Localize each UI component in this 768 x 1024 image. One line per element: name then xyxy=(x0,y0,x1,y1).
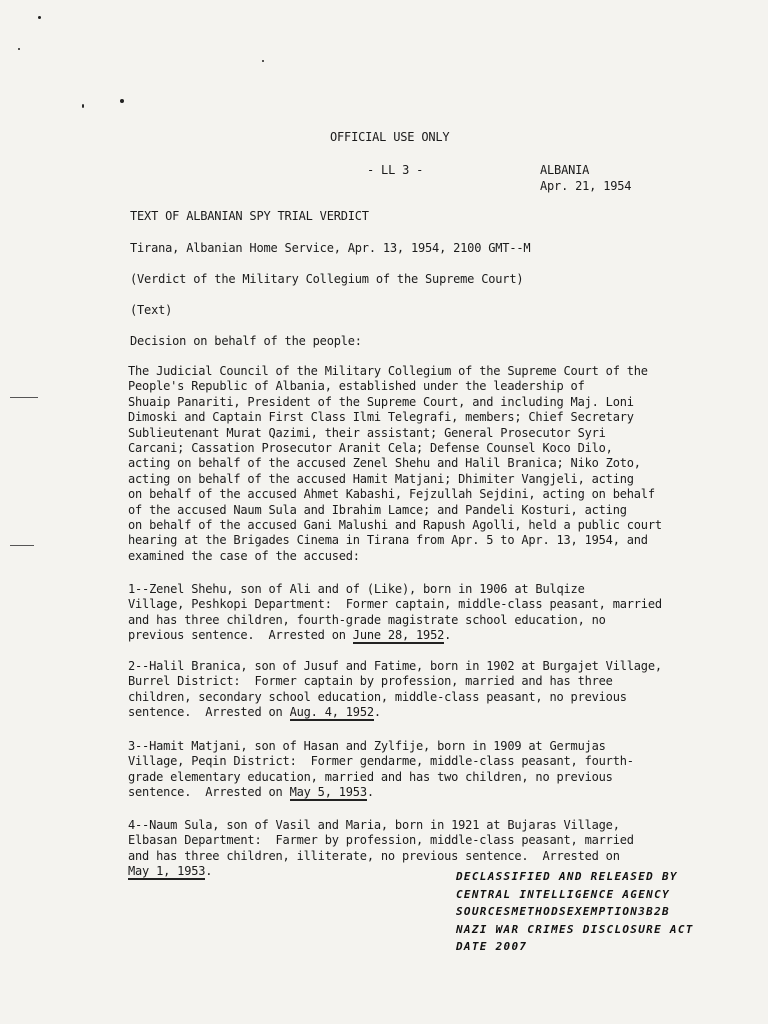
stamp-line: CENTRAL INTELLIGENCE AGENCY xyxy=(456,887,670,901)
accused-line: 3--Hamit Matjani, son of Hasan and Zylfije, born in 1909 at Germujas xyxy=(128,739,606,753)
scan-speck xyxy=(82,104,84,108)
accused-line: sentence. Arrested on xyxy=(128,705,290,720)
accused-line: sentence. Arrested on xyxy=(128,785,290,800)
intro-line: Carcani; Cassation Prosecutor Aranit Cela; Defense Counsel Koco Dilo, xyxy=(128,441,613,456)
page-number: - LL 3 - xyxy=(367,163,424,177)
scan-speck xyxy=(18,48,20,50)
intro-line: acting on behalf of the accused Hamit Matjani; Dhimiter Vangjeli, acting xyxy=(128,471,634,486)
accused-line: grade elementary education, married and has two children, no previous xyxy=(128,769,613,784)
accused-line: Village, Peshkopi Department: Former captain, middle-class peasant, married xyxy=(128,597,662,612)
source-line: Tirana, Albanian Home Service, Apr. 13, 1954, 2100 GMT--M xyxy=(130,241,531,255)
intro-paragraph xyxy=(128,364,708,564)
accused-line: 1--Zenel Shehu, son of Ali and of (Like), born in 1906 at Bulqize xyxy=(128,582,585,596)
arrest-date: Aug. 4, 1952 xyxy=(289,705,374,720)
accused-line: and has three children, fourth-grade magistrate school education, no xyxy=(128,612,606,627)
line-end: . xyxy=(366,785,374,800)
line-end: . xyxy=(373,705,381,720)
intro-line: The Judicial Council of the Military Collegium of the Supreme Court of the xyxy=(128,364,648,378)
intro-line: Dimoski and Captain First Class Ilmi Telegrafi, members; Chief Secretary xyxy=(128,410,634,425)
arrest-date: June 28, 1952 xyxy=(352,628,445,643)
line-end: . xyxy=(444,628,452,643)
accused-line: Elbasan Department: Farmer by profession, middle-class peasant, married xyxy=(128,833,634,848)
intro-line: on behalf of the accused Gani Malushi and Rapush Agolli, held a public court xyxy=(128,518,662,533)
accused-entry-3 xyxy=(128,739,708,801)
accused-entry-1 xyxy=(128,582,708,644)
text-marker: (Text) xyxy=(130,303,173,317)
accused-line: Burrel District: Former captain by profession, married and has three xyxy=(128,674,613,689)
scan-speck xyxy=(262,60,264,62)
scan-speck xyxy=(120,99,124,103)
intro-line: People's Republic of Albania, established under the leadership of xyxy=(128,379,585,394)
classification-label: OFFICIAL USE ONLY xyxy=(330,130,450,144)
stamp-line: NAZI WAR CRIMES DISCLOSURE ACT xyxy=(456,922,694,936)
stamp-line: SOURCESMETHODSEXEMPTION3B2B xyxy=(456,905,670,918)
accused-line: 4--Naum Sula, son of Vasil and Maria, born in 1921 at Bujaras Village, xyxy=(128,818,620,832)
line-end: . xyxy=(205,864,213,879)
stamp-line: DATE 2007 xyxy=(456,940,528,953)
margin-mark xyxy=(10,545,34,546)
accused-line: Village, Peqin District: Former gendarme, middle-class peasant, fourth- xyxy=(128,754,634,769)
intro-line: Shuaip Panariti, President of the Supreme Court, and including Maj. Loni xyxy=(128,394,634,409)
accused-line: children, secondary school education, middle-class peasant, no previous xyxy=(128,689,627,704)
country-label: ALBANIA xyxy=(540,163,590,177)
accused-line: and has three children, illiterate, no previous sentence. Arrested on xyxy=(128,848,620,863)
subtitle-line: (Verdict of the Military Collegium of the Supreme Court) xyxy=(130,272,524,286)
document-date: Apr. 21, 1954 xyxy=(540,179,632,193)
arrest-date: May 1, 1953 xyxy=(128,864,206,879)
accused-entry-2 xyxy=(128,659,708,721)
accused-line: previous sentence. Arrested on xyxy=(128,628,353,643)
intro-line: examined the case of the accused: xyxy=(128,548,360,563)
margin-mark xyxy=(10,397,38,398)
intro-line: Sublieutenant Murat Qazimi, their assistant; General Prosecutor Syri xyxy=(128,425,606,440)
intro-line: acting on behalf of the accused Zenel Shehu and Halil Branica; Niko Zoto, xyxy=(128,456,641,471)
declassification-stamp xyxy=(456,868,694,956)
intro-line: of the accused Naum Sula and Ibrahim Lamce; and Pandeli Kosturi, acting xyxy=(128,502,627,517)
decision-line: Decision on behalf of the people: xyxy=(130,334,362,348)
stamp-line: DECLASSIFIED AND RELEASED BY xyxy=(456,870,678,883)
arrest-date: May 5, 1953 xyxy=(289,785,367,800)
scan-speck xyxy=(38,16,41,19)
intro-line: hearing at the Brigades Cinema in Tirana from Apr. 5 to Apr. 13, 1954, and xyxy=(128,533,648,548)
accused-line: 2--Halil Branica, son of Jusuf and Fatime, born in 1902 at Burgajet Village, xyxy=(128,659,662,673)
intro-line: on behalf of the accused Ahmet Kabashi, Fejzullah Sejdini, acting on behalf xyxy=(128,487,655,502)
document-title: TEXT OF ALBANIAN SPY TRIAL VERDICT xyxy=(130,209,369,223)
